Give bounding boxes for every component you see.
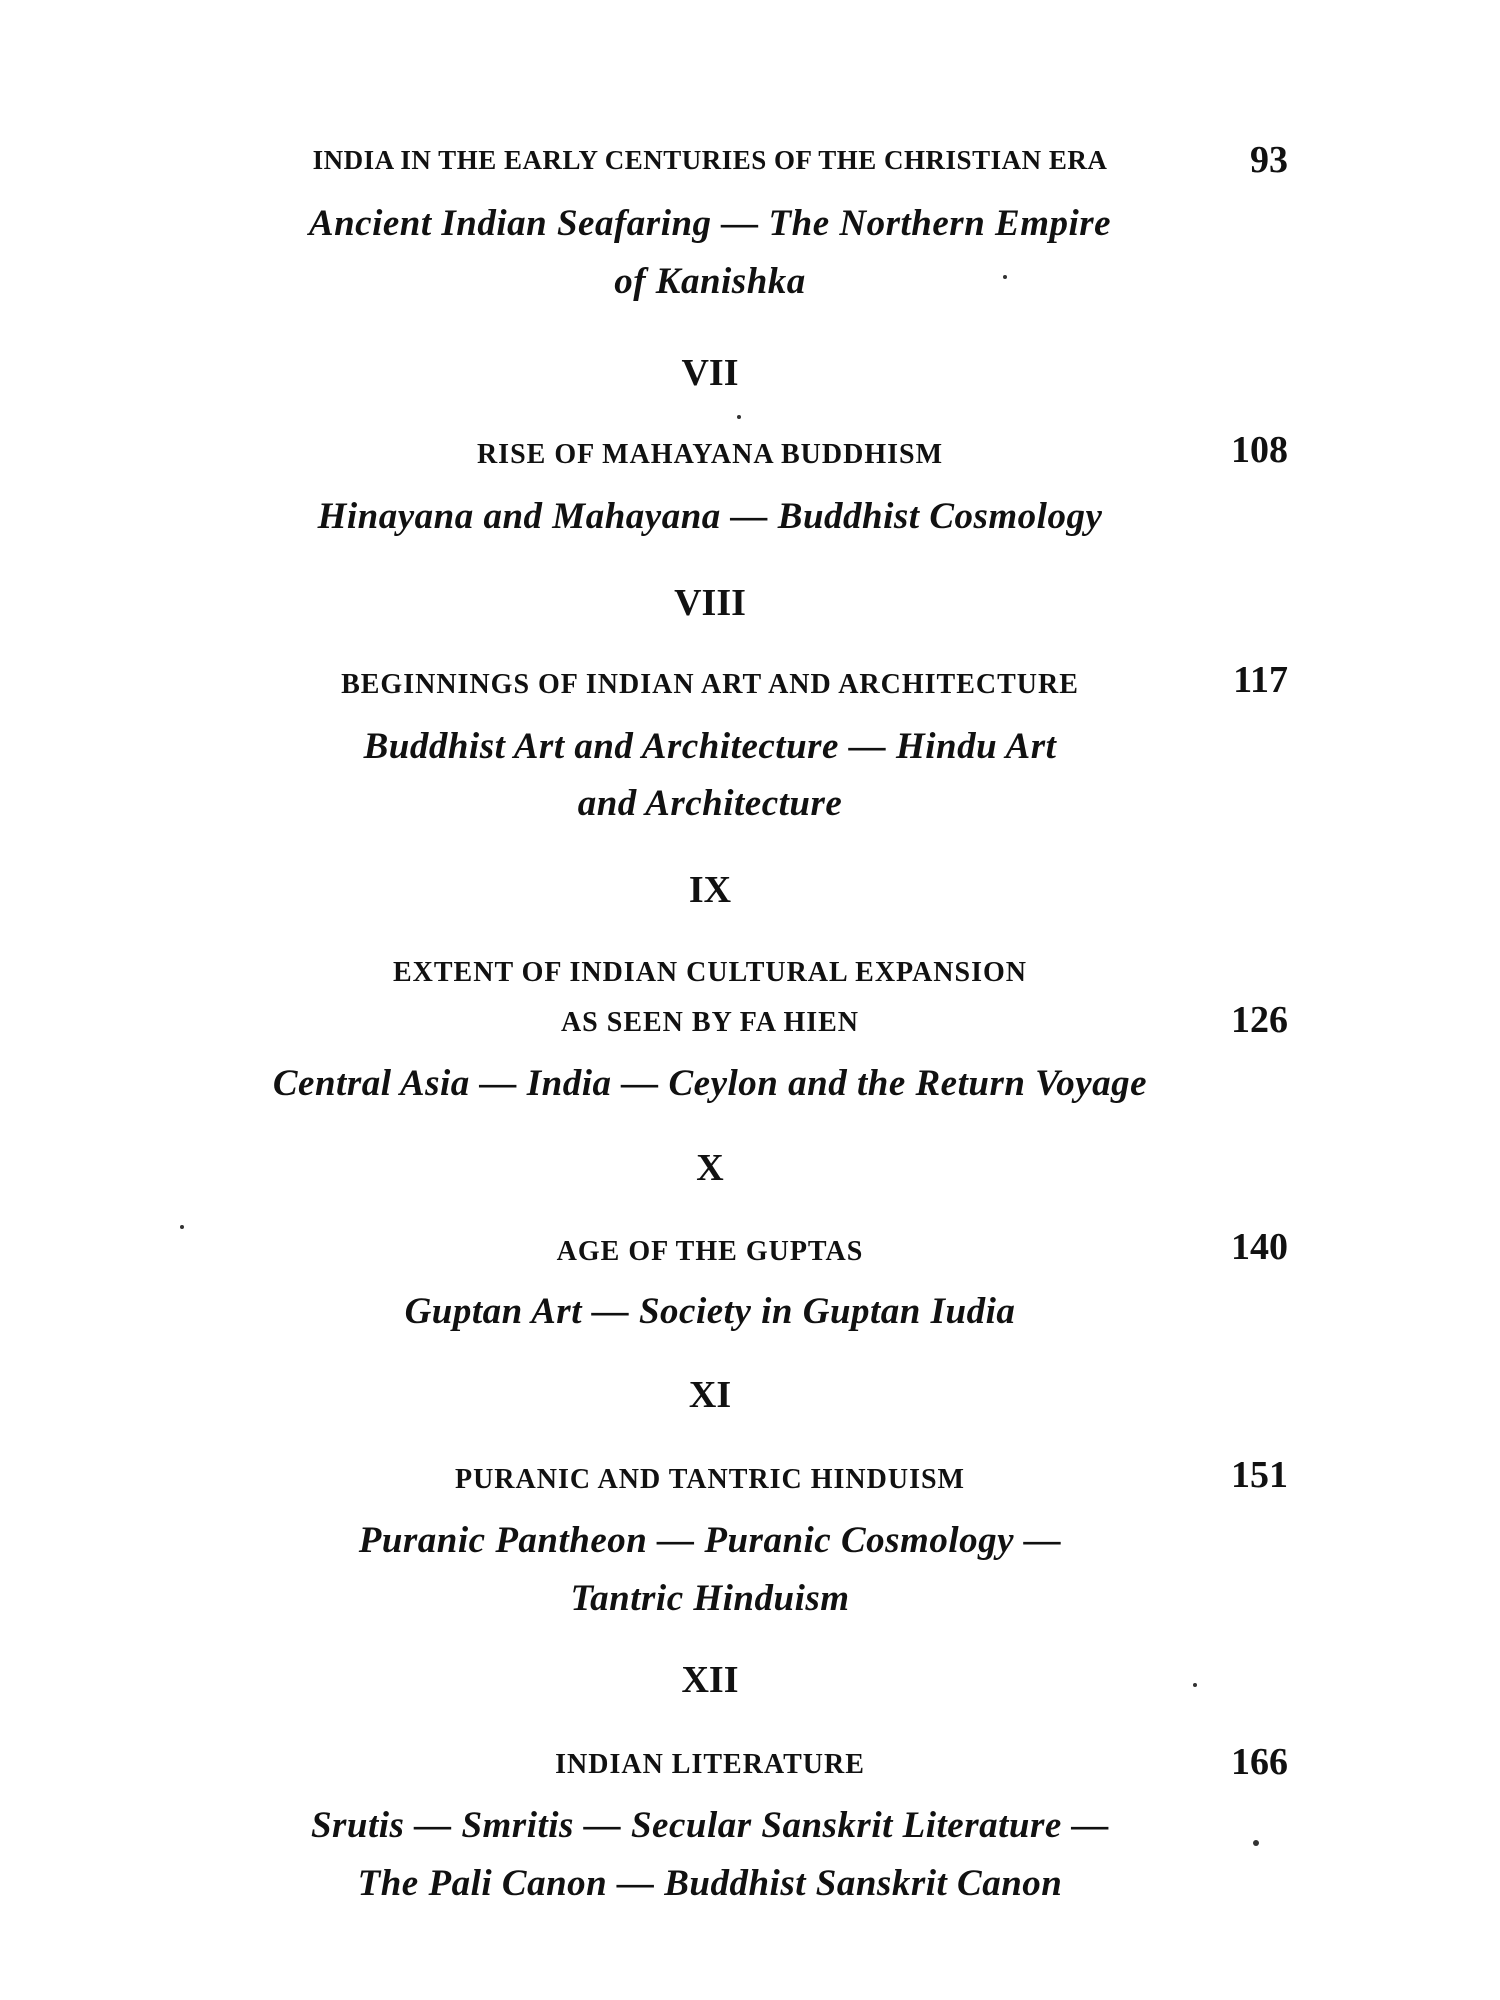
chapter-title: RISE OF MAHAYANA BUDDHISM [476,439,944,470]
chapter-topics: and Architecture [577,783,843,824]
chapter-topics: The Pali Canon — Buddhist Sanskrit Canon [357,1863,1063,1904]
scan-speck [180,1225,184,1229]
chapter-title: AGE OF THE GUPTAS [556,1236,864,1267]
chapter-topics: Tantric Hinduism [570,1578,850,1619]
chapter-topics: Srutis — Smritis — Secular Sanskrit Literature — [310,1805,1110,1846]
page-number: 126 [1231,999,1288,1041]
chapter-numeral: VII [681,352,739,394]
chapter-title-line-2: AS SEEN BY FA HIEN [560,1007,860,1038]
chapter-topics: Puranic Pantheon — Puranic Cosmology — [358,1520,1062,1561]
chapter-numeral: XI [688,1374,732,1416]
chapter-title-line-1: EXTENT OF INDIAN CULTURAL EXPANSION [392,957,1027,988]
chapter-topics: Guptan Art — Society in Guptan Iudia [404,1291,1016,1332]
page-number: 108 [1231,429,1288,471]
chapter-topics: Ancient Indian Seafaring — The Northern Empire [308,203,1112,244]
scan-speck [737,415,741,419]
chapter-title: INDIAN LITERATURE [555,1749,865,1780]
page-number: 117 [1233,659,1288,701]
page-number: 151 [1231,1454,1288,1496]
scan-speck [1003,275,1007,279]
chapter-title: INDIA IN THE EARLY CENTURIES OF THE CHRISTIAN ERA [312,145,1108,175]
chapter-topics: Hinayana and Mahayana — Buddhist Cosmology [317,496,1103,537]
chapter-numeral: XII [681,1659,739,1701]
chapter-topics: Buddhist Art and Architecture — Hindu Art [363,726,1057,767]
chapter-numeral: VIII [674,582,746,624]
chapter-topics: Central Asia — India — Ceylon and the Return Voyage [272,1063,1148,1104]
page-number: 166 [1231,1741,1288,1783]
chapter-title: BEGINNINGS OF INDIAN ART AND ARCHITECTURE [341,669,1079,700]
page-number: 93 [1250,139,1288,181]
chapter-title: PURANIC AND TANTRIC HINDUISM [454,1464,965,1495]
chapter-numeral: X [696,1147,724,1189]
chapter-numeral: IX [688,869,732,911]
page-number: 140 [1231,1226,1288,1268]
chapter-topics: of Kanishka [614,261,806,302]
scan-speck [1193,1683,1197,1687]
scan-speck [1253,1840,1259,1846]
